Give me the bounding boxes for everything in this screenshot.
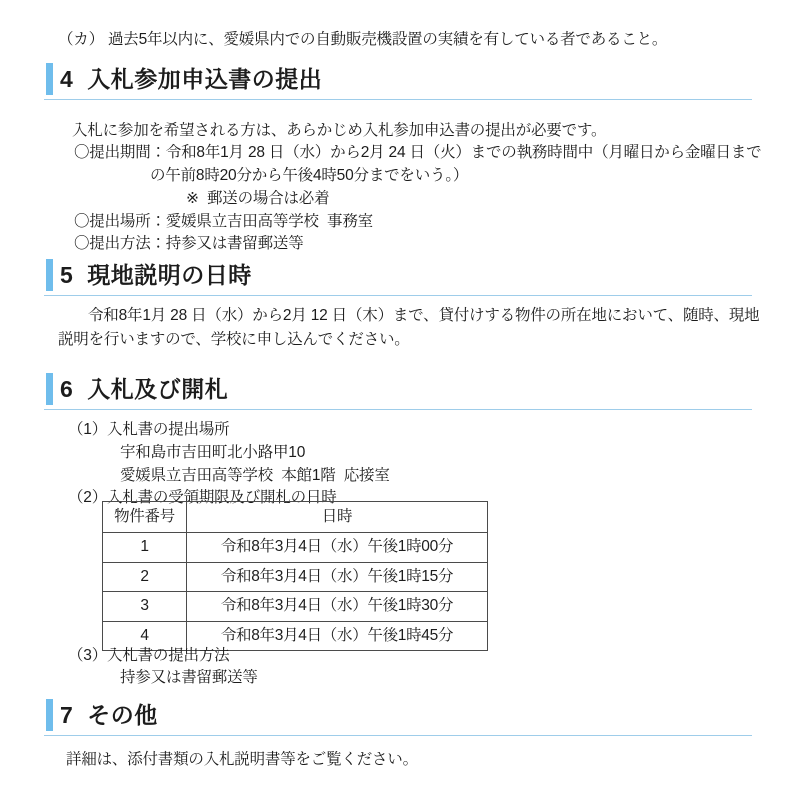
intro-clause-ka: （カ） 過去5年以内に、愛媛県内での自動販売機設置の実績を有している者であること。 xyxy=(58,31,668,48)
heading-5-title: 現地説明の日時 xyxy=(87,262,252,288)
heading-7-number: 7 xyxy=(60,702,74,728)
bid-schedule-table xyxy=(102,501,488,651)
heading-4-title: 入札参加申込書の提出 xyxy=(87,66,323,92)
bid-schedule-table-wrapper xyxy=(102,501,488,651)
section-4-item-1: 〇提出期間：令和8年1月 28 日（水）から2月 24 日（火）までの執務時間中（月曜日から金曜日まで xyxy=(74,144,762,161)
table-header-row xyxy=(103,502,488,533)
heading-7 xyxy=(44,698,752,736)
heading-4 xyxy=(44,62,752,100)
section-7-heading xyxy=(44,698,752,736)
table-cell-no: 1 xyxy=(103,533,187,562)
section-6-sub1-address: 宇和島市吉田町北小路甲10 xyxy=(120,444,306,461)
section-6-sub1-label: （1）入札書の提出場所 xyxy=(68,421,230,438)
section-5-body: 令和8年1月 28 日（水）から2月 12 日（木）まで、貸付けする物件の所在地において、随時、現地説明を行いますので、学校に申し込んでください。 xyxy=(58,307,760,349)
table-cell-datetime: 令和8年3月4日（水）午後1時30分 xyxy=(187,592,488,621)
section-4-item-1-cont: の午前8時20分から午後4時50分までをいう。） xyxy=(150,167,469,184)
table-cell-no: 3 xyxy=(103,592,187,621)
table-cell-datetime: 令和8年3月4日（水）午後1時00分 xyxy=(187,533,488,562)
section-6-heading xyxy=(44,372,752,410)
table-row xyxy=(103,533,488,562)
table-cell-no: 2 xyxy=(103,562,187,591)
heading-7-title: その他 xyxy=(87,702,158,728)
heading-6 xyxy=(44,372,752,410)
section-7-body: 詳細は、添付書類の入札説明書等をご覧ください。 xyxy=(66,751,418,768)
section-4-heading xyxy=(44,62,752,100)
heading-4-number: 4 xyxy=(60,66,74,92)
table-cell-no: 4 xyxy=(103,621,187,650)
heading-6-title: 入札及び開札 xyxy=(87,376,229,402)
table-cell-datetime: 令和8年3月4日（水）午後1時45分 xyxy=(187,621,488,650)
section-6-sub3-method: 持参又は書留郵送等 xyxy=(120,669,258,686)
table-row xyxy=(103,592,488,621)
section-4-note-postal: ※ 郵送の場合は必着 xyxy=(186,190,330,207)
section-4-item-method: 〇提出方法：持参又は書留郵送等 xyxy=(74,235,304,252)
heading-5-number: 5 xyxy=(60,262,74,288)
section-4-item-place: 〇提出場所：愛媛県立吉田高等学校 事務室 xyxy=(74,213,373,230)
table-header-datetime: 日時 xyxy=(187,502,488,533)
heading-5 xyxy=(44,258,752,296)
section-5-heading xyxy=(44,258,752,296)
section-6-sub1-room: 愛媛県立吉田高等学校 本館1階 応接室 xyxy=(120,467,390,484)
table-row xyxy=(103,562,488,591)
section-4-lead: 入札に参加を希望される方は、あらかじめ入札参加申込書の提出が必要です。 xyxy=(72,122,607,139)
table-header-no: 物件番号 xyxy=(103,502,187,533)
heading-6-number: 6 xyxy=(60,376,74,402)
table-cell-datetime: 令和8年3月4日（水）午後1時15分 xyxy=(187,562,488,591)
section-6-sub2-label: （2）入札書の受領期限及び開札の日時 xyxy=(68,489,337,506)
section-6-sub3-label: （3）入札書の提出方法 xyxy=(68,647,230,664)
